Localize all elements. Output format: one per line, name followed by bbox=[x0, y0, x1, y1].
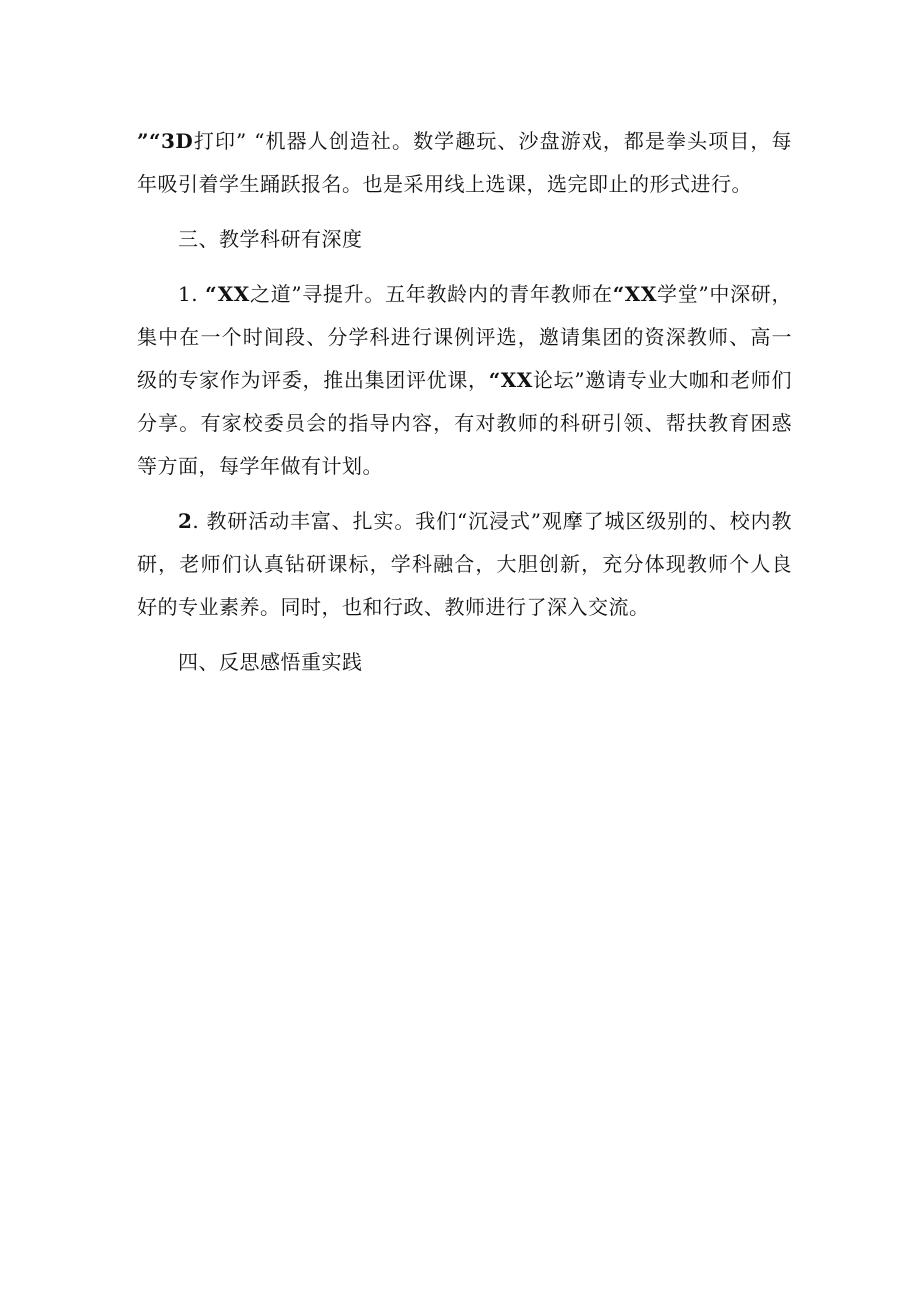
bold-xx-1: “XX bbox=[205, 282, 250, 306]
paragraph-clubs bbox=[137, 120, 792, 206]
paragraph-xx-dao-text-1: 之道”寻提升。五年教龄内的青年教师在 bbox=[249, 282, 613, 306]
paragraph-research-activities bbox=[137, 500, 792, 629]
bold-xx-2: “XX bbox=[612, 282, 657, 306]
item-number-2: 2 bbox=[178, 509, 193, 533]
bold-xx-3: “XX bbox=[488, 368, 533, 392]
document-body bbox=[137, 120, 792, 684]
section-heading-3: 三、教学科研有深度 bbox=[178, 227, 363, 251]
quote-mark: ”“ bbox=[137, 129, 162, 153]
item-number-1: 1. bbox=[178, 282, 206, 306]
section-heading-4: 四、反思感悟重实践 bbox=[178, 650, 363, 674]
paragraph-xx-dao-text-3: 论坛”邀请专业大咖和老师们分享。有家校委员会的指导内容，有对教师的科研引领、帮扶教育困惑等方面，每学年做有计划。 bbox=[137, 368, 792, 478]
paragraph-xx-dao-text-2: 学堂”中深研，集中在一个时间段、分学科进行课例评选，邀请集团的资深教师、高一级的专家作为评委，推出集团评优课， bbox=[137, 282, 792, 392]
bold-3d: 3D bbox=[161, 129, 194, 153]
paragraph-research-text: . 教研活动丰富、扎实。我们“沉浸式”观摩了城区级别的、校内教研，老师们认真钻研课标，学科融合，大胆创新，充分体现教师个人良好的专业素养。同时，也和行政、教师进行了深入交流。 bbox=[137, 509, 792, 619]
paragraph-clubs-text: 打印” “机器人创造社。数学趣玩、沙盘游戏，都是拳头项目，每年吸引着学生踊跃报名。也是采用线上选课，选完即止的形式进行。 bbox=[137, 129, 792, 196]
paragraph-xx-dao bbox=[137, 273, 792, 488]
